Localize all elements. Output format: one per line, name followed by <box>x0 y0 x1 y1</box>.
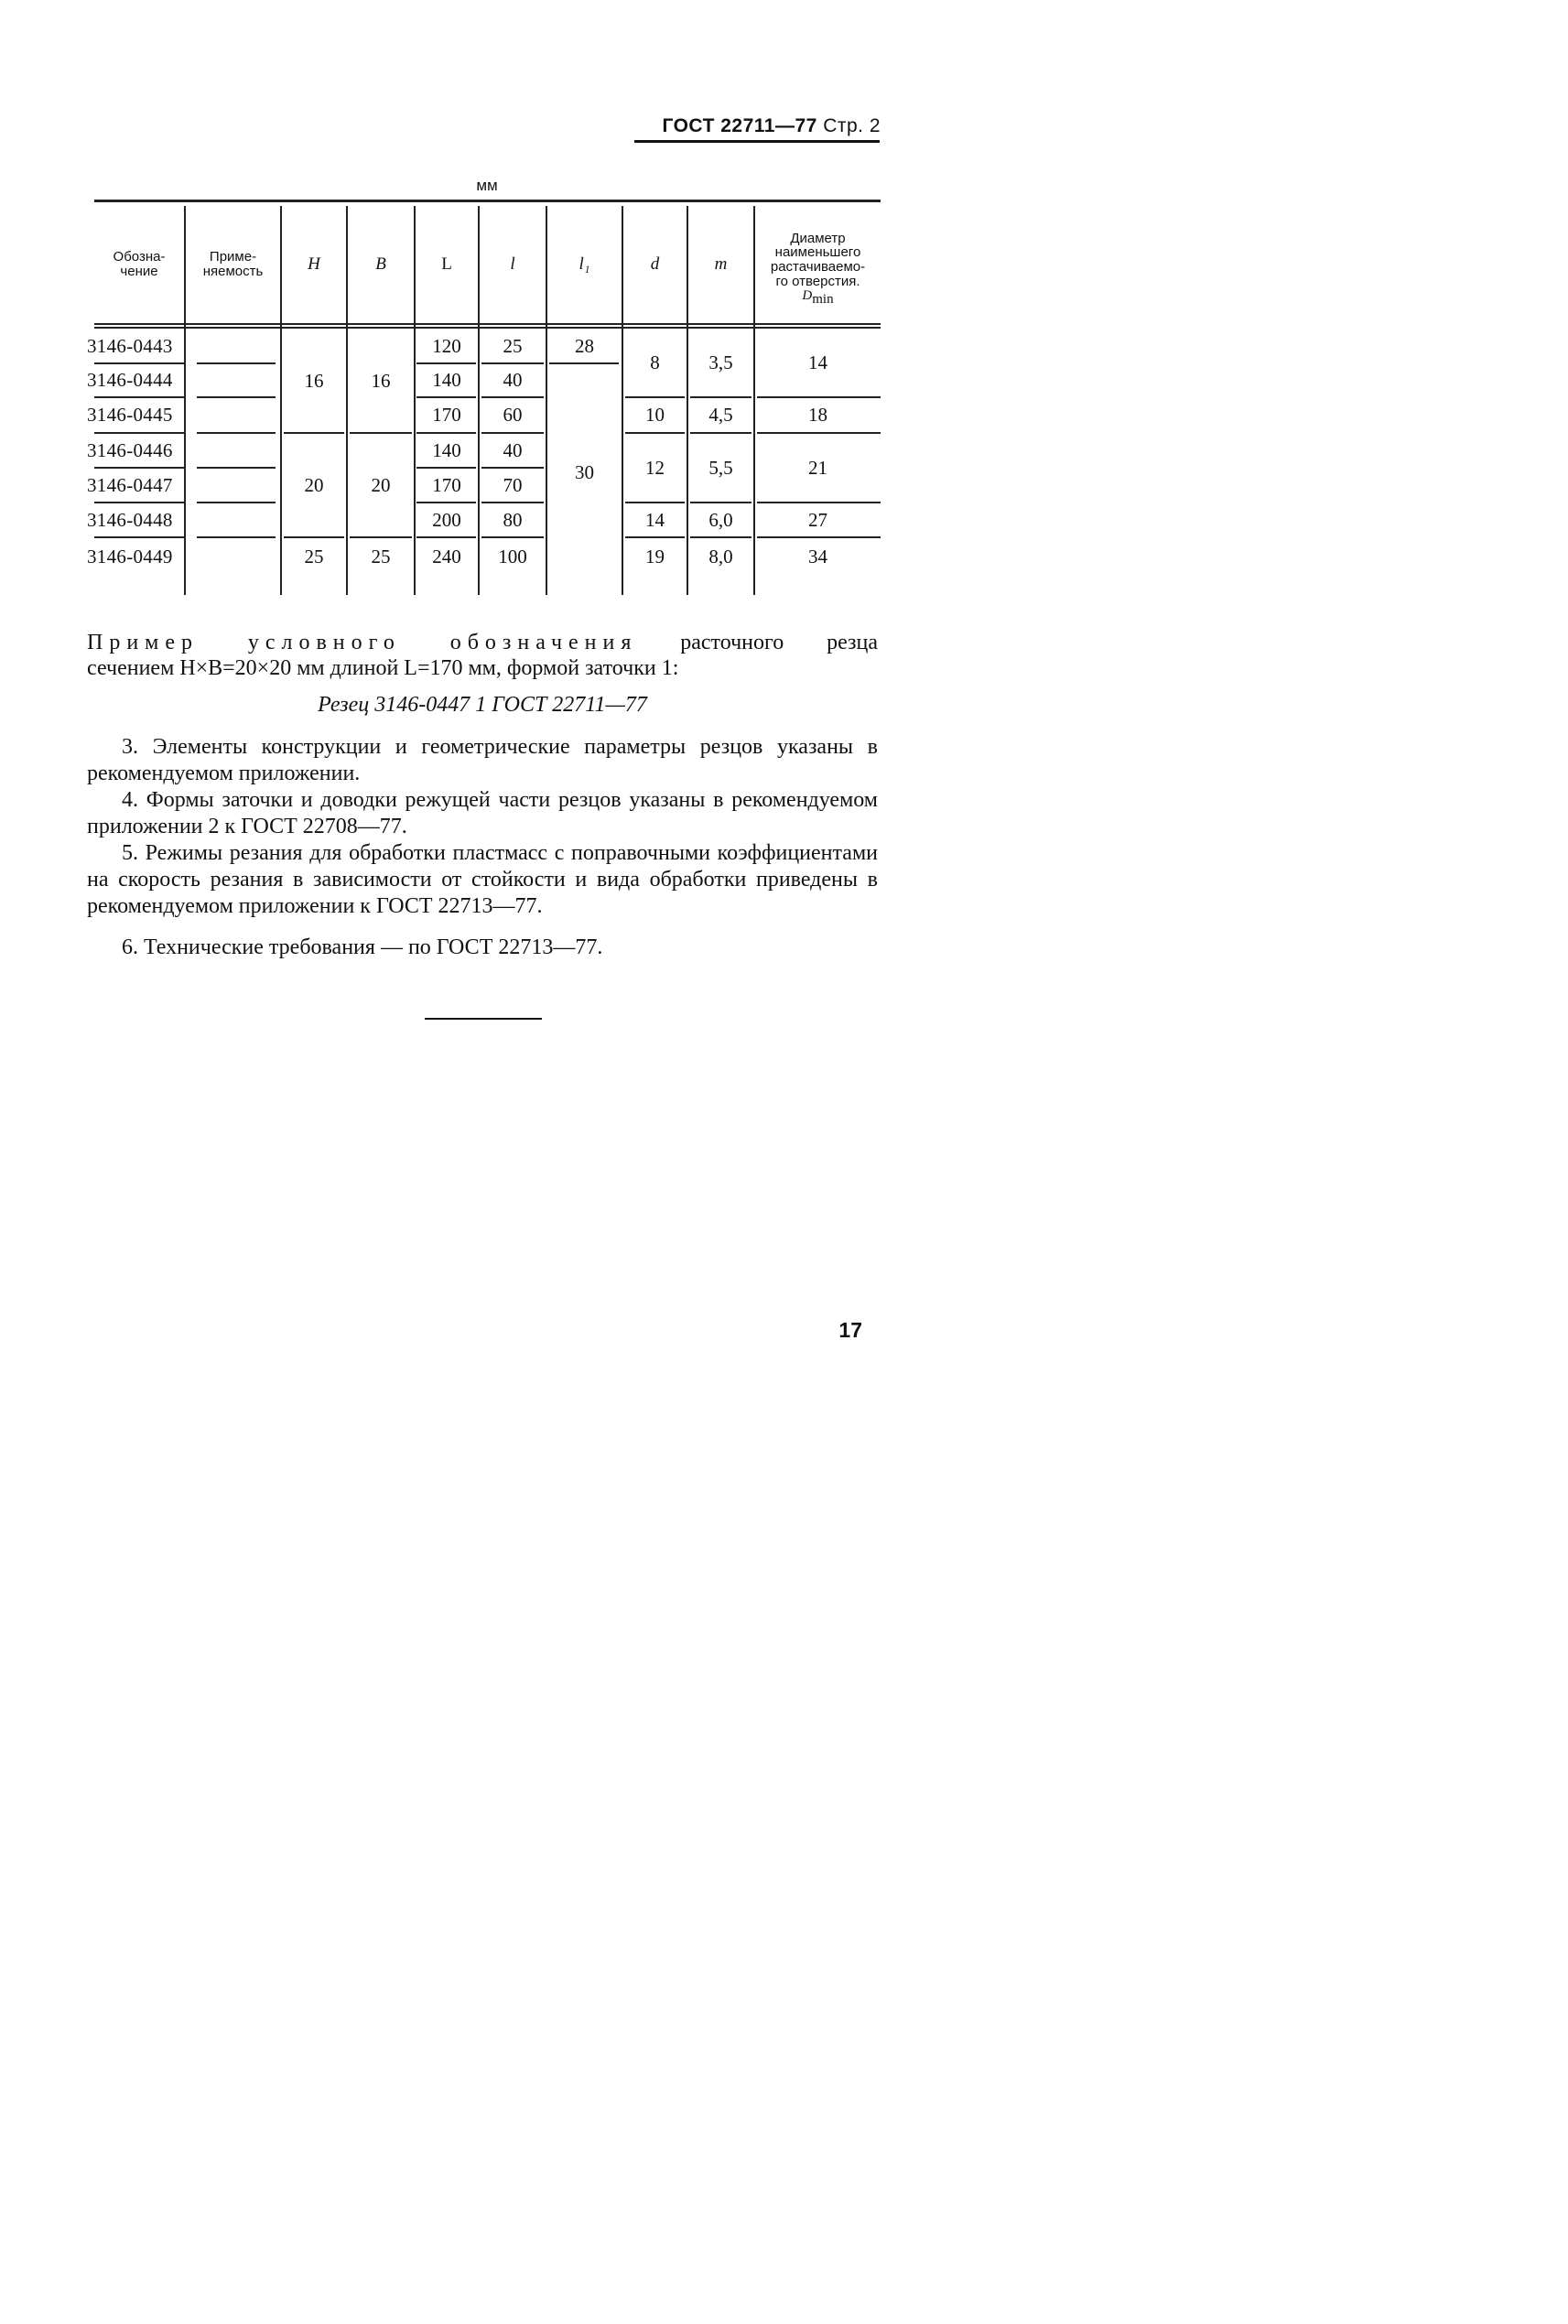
item-5: 5. Режимы резания для обработки пластмасс с поправочными коэффициентами на скорость резания в зависимости от стойкости и вида обработки приведены в рекомендуемом приложении к ГОСТ 22713—77. <box>87 841 878 918</box>
m-cell: 4,5 <box>708 404 733 426</box>
l1-cell: 28 <box>575 334 594 357</box>
code-cell: 3146-0444 <box>87 369 173 391</box>
dmin-cell: 18 <box>808 404 827 426</box>
B-cell: 20 <box>371 473 391 496</box>
example-intro-line2: сечением H×B=20×20 мм длиной L=170 мм, формой заточки 1: <box>87 656 679 680</box>
L-cell: 140 <box>432 438 461 461</box>
code-cell: 3146-0448 <box>87 508 173 531</box>
gost-number: ГОСТ 22711—77 <box>662 115 817 136</box>
L-cell: 140 <box>432 369 461 391</box>
H-cell: 16 <box>304 369 324 392</box>
m-cell: 6,0 <box>708 508 733 531</box>
H-cell: 25 <box>304 545 324 567</box>
code-cell: 3146-0447 <box>87 473 173 496</box>
l-cell: 40 <box>503 369 523 391</box>
l-cell: 70 <box>503 473 523 496</box>
L-cell: 170 <box>432 404 461 426</box>
dimensions-table <box>0 0 965 641</box>
item-3: 3. Элементы конструкции и геометрические параметры резцов указаны в рекомендуемом приложении. <box>87 735 878 785</box>
d-cell: 8 <box>650 351 660 373</box>
dmin-cell: 14 <box>808 351 827 373</box>
table-top-rule <box>94 200 881 202</box>
m-cell: 8,0 <box>708 545 733 567</box>
example-line1-rest: расточного резца <box>637 631 878 654</box>
d-cell: 14 <box>645 508 665 531</box>
L-cell: 120 <box>432 334 461 357</box>
example-designation: Резец 3146-0447 1 ГОСТ 22711—77 <box>318 693 647 717</box>
header-designation: Обозна- чение <box>113 249 166 279</box>
d-cell: 10 <box>645 404 665 426</box>
item-4: 4. Формы заточки и доводки режущей части резцов указаны в рекомендуемом приложении 2 к ГОСТ 22708—77. <box>87 788 878 838</box>
header-dmin-symbol: $D_{min}$ <box>802 287 834 307</box>
header-l: l <box>510 254 515 275</box>
l-cell: 40 <box>503 438 523 461</box>
H-cell: 20 <box>304 473 324 496</box>
header-B: B <box>375 254 386 275</box>
example-spaced-text: Пример условного обозначения <box>87 631 638 654</box>
header-L: L <box>441 254 452 275</box>
l-cell: 80 <box>503 508 523 531</box>
example-intro-line1 <box>87 630 878 656</box>
L-cell: 170 <box>432 473 461 496</box>
end-rule <box>425 1018 542 1020</box>
l-cell: 60 <box>503 404 523 426</box>
header-bottom-rule-2 <box>94 327 881 329</box>
L-cell: 200 <box>432 508 461 531</box>
m-cell: 5,5 <box>708 456 733 479</box>
header-l1: l₁ <box>579 254 590 275</box>
m-cell: 3,5 <box>708 351 733 373</box>
item-6: 6. Технические требования — по ГОСТ 22713—77. <box>122 935 603 959</box>
dmin-cell: 21 <box>808 456 827 479</box>
header-m: m <box>714 254 728 275</box>
page-number: 17 <box>838 1318 862 1342</box>
l-cell: 25 <box>503 334 523 357</box>
unit-label: мм <box>476 177 498 194</box>
code-cell: 3146-0443 <box>87 334 173 357</box>
d-cell: 12 <box>645 456 665 479</box>
B-cell: 16 <box>371 369 391 392</box>
l-cell: 100 <box>498 545 527 567</box>
code-cell: 3146-0449 <box>87 545 173 567</box>
header-applicability: Приме- няемость <box>202 249 264 279</box>
code-cell: 3146-0446 <box>87 438 173 461</box>
header-bottom-rule <box>94 323 881 325</box>
d-cell: 19 <box>645 545 665 567</box>
header-dmin-text: Диаметр наименьшего растачиваемо- го отверстия. <box>770 230 866 289</box>
L-cell: 240 <box>432 545 461 567</box>
header-d: d <box>650 254 660 275</box>
dmin-cell: 34 <box>808 545 827 567</box>
page-label: Стр. 2 <box>823 115 881 136</box>
header-dmin <box>755 218 881 320</box>
header-H: H <box>308 254 320 275</box>
l1-cell: 30 <box>575 460 594 483</box>
B-cell: 25 <box>371 545 391 567</box>
code-cell: 3146-0445 <box>87 404 173 426</box>
dmin-cell: 27 <box>808 508 827 531</box>
